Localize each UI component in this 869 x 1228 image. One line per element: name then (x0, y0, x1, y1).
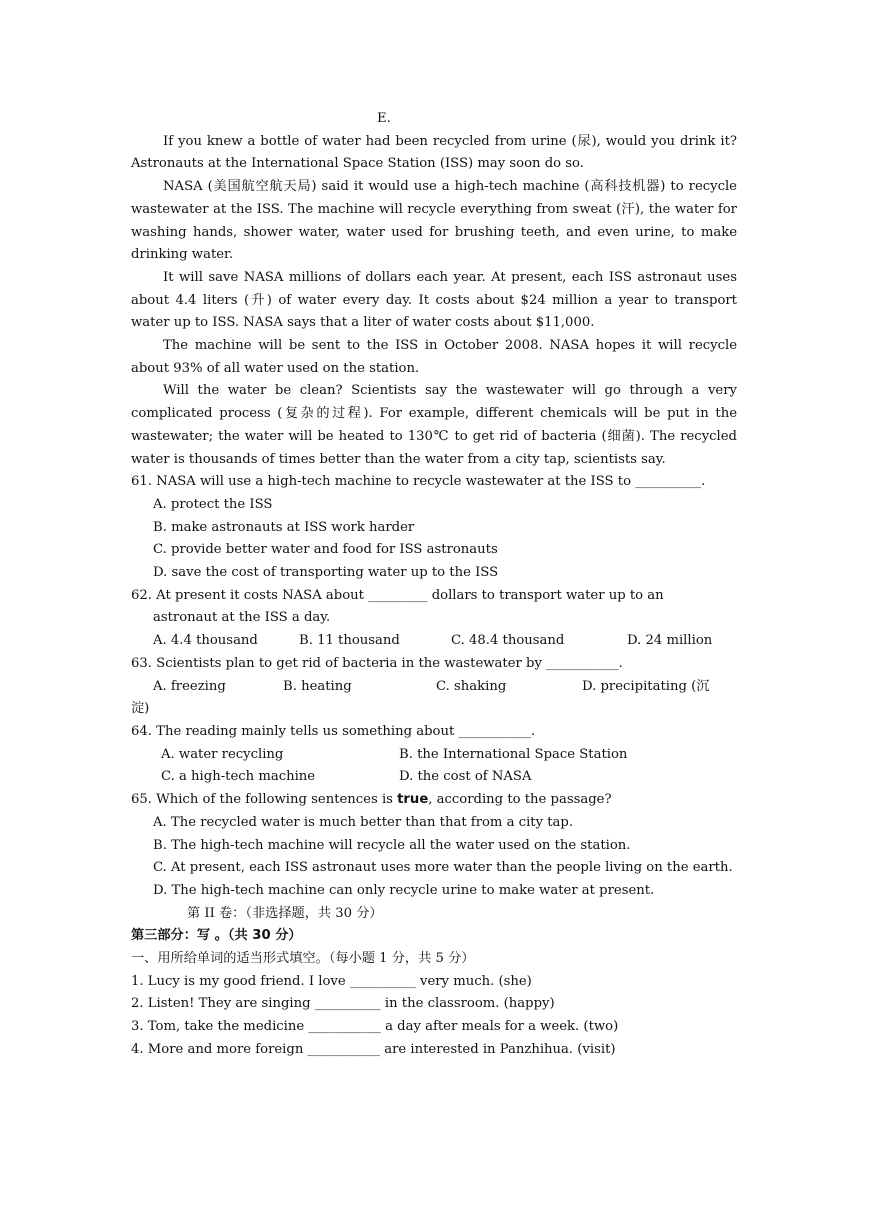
volume-title: 第 II 卷：（非选择题，共 30 分） (187, 905, 383, 921)
question-61-option-d: D. save the cost of transporting water up to the ISS (153, 565, 499, 581)
question-65-option-c: C. At present, each ISS astronaut uses more water than the people living on the earth. (153, 860, 733, 876)
question-62-option-a: A. 4.4 thousand (153, 633, 258, 649)
question-63-option-d-continued: 淀) (131, 701, 150, 717)
question-62-stem: 62. At present it costs NASA about _________ dollars to transport water up to an (131, 587, 664, 603)
fill-in-item-2: 2. Listen! They are singing __________ in the classroom. (happy) (131, 996, 555, 1012)
question-64-option-d: D. the cost of NASA (399, 769, 532, 785)
question-63-option-a: A. freezing (153, 678, 226, 694)
paragraph-3: It will save NASA millions of dollars each year. At present, each ISS astronaut uses about 4.4 liters (升) of water every day. It costs about $24 million a year to transport water up to ISS. NASA says that a liter of water costs about $11,000. (131, 269, 737, 331)
question-61-option-b: B. make astronauts at ISS work harder (153, 519, 415, 535)
paragraph-2: NASA (美国航空航天局) said it would use a high-tech machine (高科技机器) to recycle wastewater at the ISS. The machine will recycle everything from sweat (汗), the water for washing hands, shower water, water used for brushing teeth, and even urine, to make drinking water. (131, 179, 737, 263)
question-64-stem: 64. The reading mainly tells us something about ___________. (131, 723, 536, 739)
question-64-option-a: A. water recycling (161, 746, 284, 762)
question-62-option-b: B. 11 thousand (299, 633, 400, 649)
fill-in-item-1: 1. Lucy is my good friend. I love __________ very much. (she) (131, 973, 532, 989)
question-61-option-a: A. protect the ISS (153, 496, 273, 512)
passage-label: E. (377, 111, 391, 126)
part-title: 第三部分：写 。（共 30 分） (131, 928, 302, 944)
question-63-options (131, 676, 737, 699)
question-65-stem-bold: true (397, 792, 429, 808)
question-64-option-c: C. a high-tech machine (161, 769, 316, 785)
fill-in-item-4: 4. More and more foreign ___________ are interested in Panzhihua. (visit) (131, 1041, 616, 1057)
question-61-stem: 61. NASA will use a high-tech machine to recycle wastewater at the ISS to __________. (131, 474, 706, 490)
question-65-stem-post: , according to the passage? (428, 792, 612, 808)
question-63-option-b: B. heating (283, 678, 352, 694)
question-65-stem (131, 789, 737, 812)
document-page (131, 108, 737, 1062)
question-63-stem: 63. Scientists plan to get rid of bacteria in the wastewater by ___________. (131, 655, 623, 671)
question-65-option-a: A. The recycled water is much better than that from a city tap. (153, 814, 574, 830)
question-62-options (131, 630, 737, 653)
question-65-option-b: B. The high-tech machine will recycle all the water used on the station. (153, 837, 631, 853)
question-61-option-c: C. provide better water and food for ISS astronauts (153, 542, 498, 558)
paragraph-1: If you knew a bottle of water had been recycled from urine (尿), would you drink it? Astronauts at the International Space Station (ISS) may soon do so. (131, 133, 737, 172)
fill-in-instructions: 一、用所给单词的适当形式填空。（每小题 1 分，共 5 分） (131, 951, 475, 967)
paragraph-5: Will the water be clean? Scientists say the wastewater will go through a very complicated process (复杂的过程). For example, different chemicals will be put in the wastewater; the water will be heated to 130℃ to get rid of bacteria (细菌). The recycled water is thousands of times better than the water from a city tap, scientists say. (131, 383, 737, 467)
question-62-option-c: C. 48.4 thousand (451, 633, 565, 649)
question-64-options-row-2 (131, 766, 737, 789)
question-62-stem-continued: astronaut at the ISS a day. (153, 610, 331, 626)
fill-in-item-3: 3. Tom, take the medicine ___________ a day after meals for a week. (two) (131, 1019, 619, 1035)
question-64-option-b: B. the International Space Station (399, 746, 628, 762)
question-62-option-d: D. 24 million (627, 633, 713, 649)
question-65-option-d: D. The high-tech machine can only recycle urine to make water at present. (153, 882, 655, 898)
question-65-stem-pre: 65. Which of the following sentences is (131, 792, 398, 808)
question-63-option-d: D. precipitating (沉 (582, 678, 710, 694)
question-64-options-row-1 (131, 744, 737, 767)
question-63-option-c: C. shaking (436, 678, 507, 694)
paragraph-4: The machine will be sent to the ISS in October 2008. NASA hopes it will recycle about 93% of all water used on the station. (131, 338, 737, 376)
